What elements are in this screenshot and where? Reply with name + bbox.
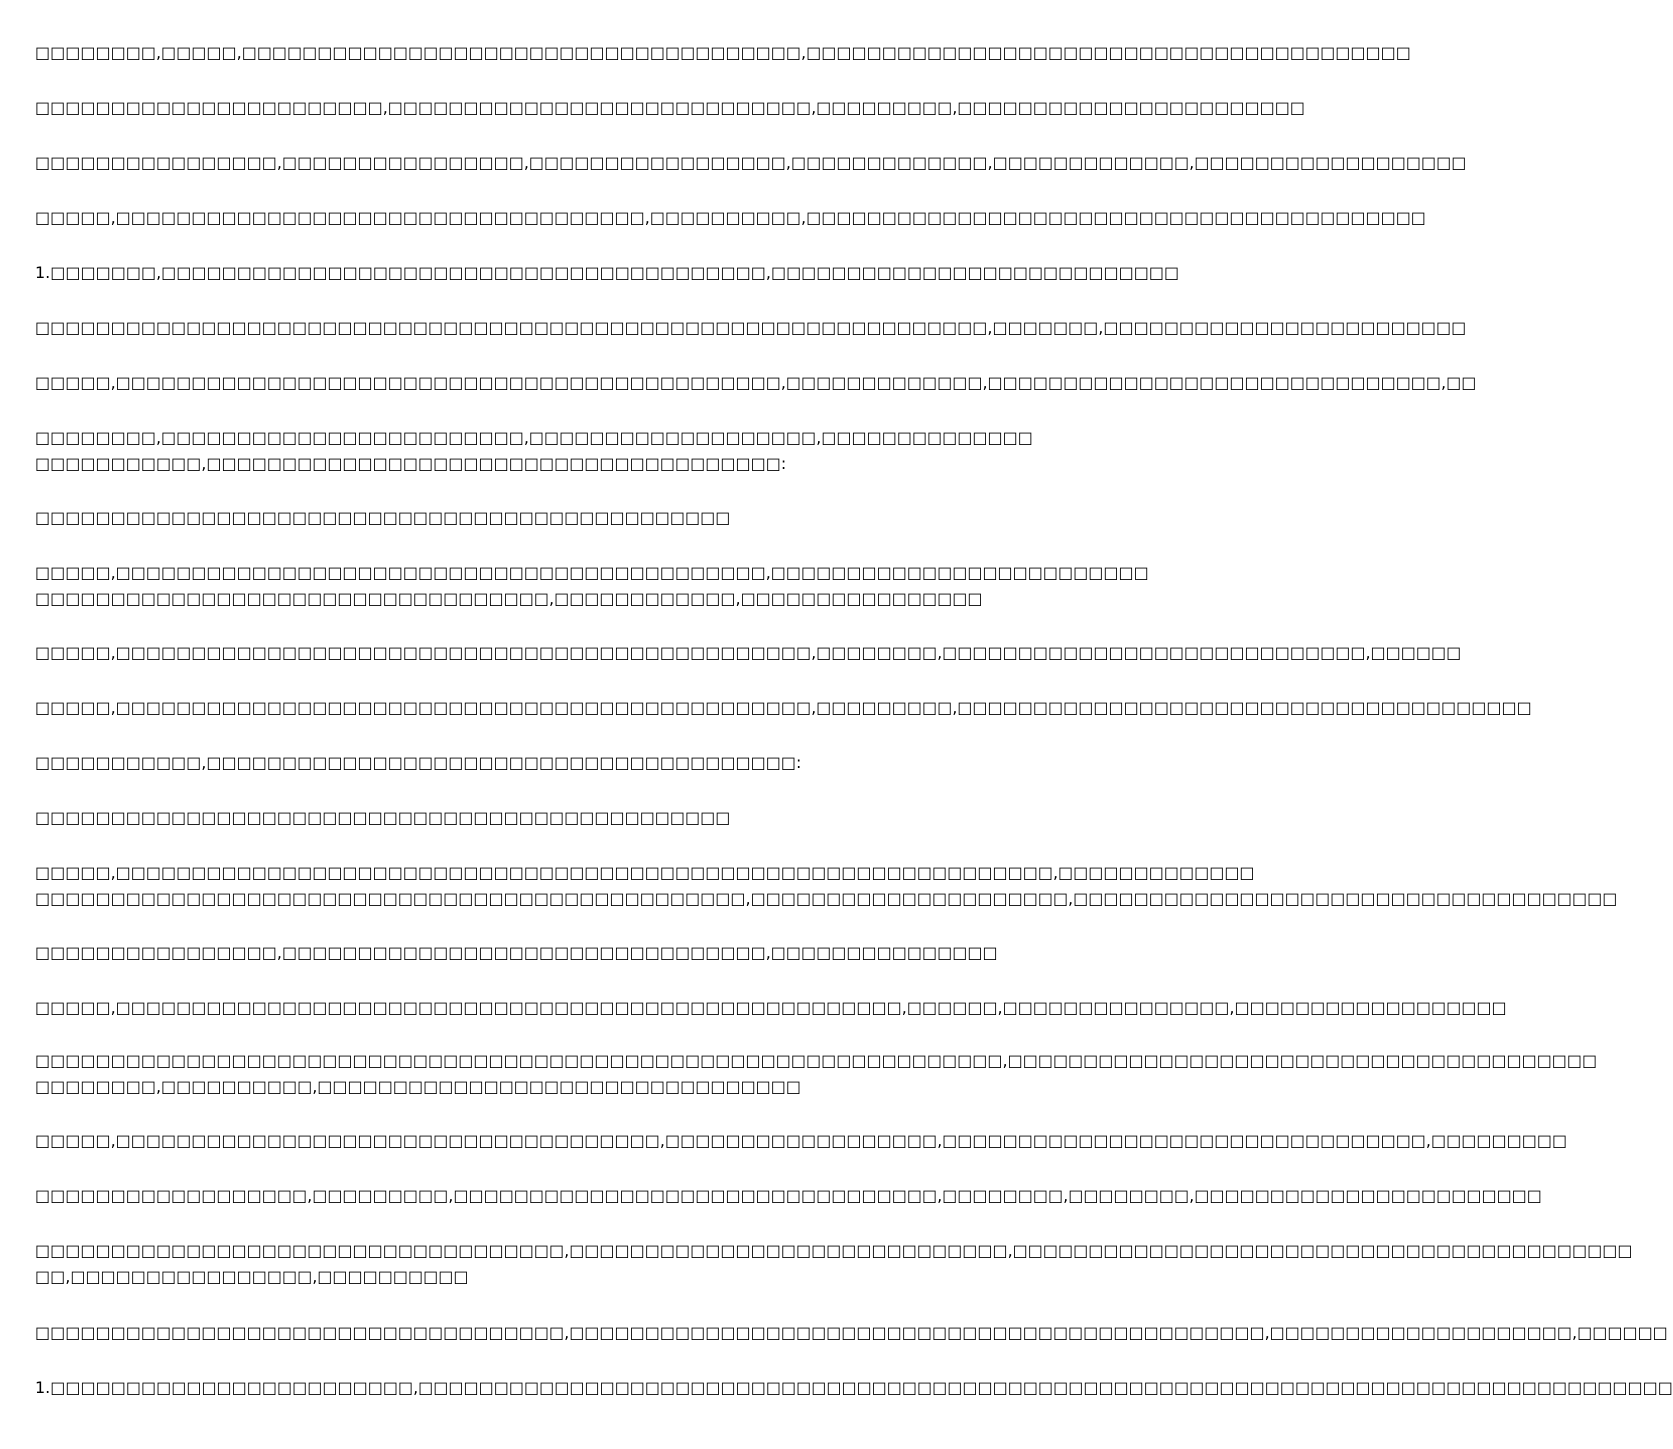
text-line: □□□□□,□□□□□□□□□□□□□□□□□□□□□□□□□□□□□□□□□□□□,□□□□□□□□□□□□□□□□□□,□□□□□□□□□□□□□□□□□□□□□□□□□□□□□□□□,□□□□□□□□□ [35, 1131, 1568, 1150]
paragraph [35, 1183, 1542, 1209]
text-line: □□□□□□□□□□□,□□□□□□□□□□□□□□□□□□□□□□□□□□□□□□□□□□□□□□: [35, 454, 787, 473]
text-line: □□□□□□□□□□□□□□□□□□□□□□□□□□□□□□□□□□□,□□□□□□□□□□□□□□□□□□□□□□□□□□□□□□□□□□□□□□□□□□□□□□,□□□□□□□□□□□□□□□□□□□□,□□□□□□ [35, 1323, 1668, 1342]
paragraph [35, 150, 1467, 176]
text-line: □□□□□□□□□□□□□□□□,□□□□□□□□□□□□□□□□,□□□□□□□□□□□□□□□□□,□□□□□□□□□□□□□,□□□□□□□□□□□□□,□□□□□□□□□□□□□□□□□□ [35, 153, 1467, 172]
text-line: □□□□□□□□□□□□□□□□□□□□□□□□□□□□□□□□□□□□□□□□□□□□□□□□□□□□□□□□□□□□□□□,□□□□□□□,□□□□□□□□□□□□□□□□□□□□□□□□ [35, 318, 1467, 337]
text-line: □□□□□□□□□□□□□□□□□□□□□□□□□□□□□□□□□□,□□□□□□□□□□□□,□□□□□□□□□□□□□□□□ [35, 589, 983, 608]
paragraph [35, 505, 990, 531]
text-line: □□□□□,□□□□□□□□□□□□□□□□□□□□□□□□□□□□□□□□□□□□□□□□□□□□□□□□□□□□□□□□□□□□□□,□□□□□□□□□□□□□ [35, 863, 1255, 882]
paragraph [35, 860, 1618, 912]
text-line: □□□□□□□□□□□,□□□□□□□□□□□□□□□□□□□□□□□□□□□□□□□□□□□□□□□: [35, 753, 802, 772]
text-line: □□□□□,□□□□□□□□□□□□□□□□□□□□□□□□□□□□□□□□□□□□□□□□□□□□□□,□□□□□□□□□,□□□□□□□□□□□□□□□□□□□□□□□□□□□□□□□□□□□□□□ [35, 698, 1532, 717]
text-line: □□□□□□□□□□□□□□□□□□□□□□□□□□□□□□□□□□□□□□□□□□□□□□ [35, 508, 731, 527]
paragraph [35, 205, 1426, 231]
text-line: □□,□□□□□□□□□□□□□□□□,□□□□□□□□□□ [35, 1267, 469, 1286]
text-line: □□□□□□□□□□□□□□□□□□□□□□□□□□□□□□□□□□□□□□□□□□□□□□□□□□□□□□□□□□□□□□□□,□□□□□□□□□□□□□□□□□□□□□□□□□□□□□□□□□□□□□□□ [35, 1051, 1598, 1070]
paragraph [35, 805, 990, 831]
text-line: □□□□□□□□□□□□□□□□□□,□□□□□□□□□,□□□□□□□□□□□□□□□□□□□□□□□□□□□□□□□□,□□□□□□□□,□□□□□□□□,□□□□□□□□□□□□□□□□□□□□□□□ [35, 1186, 1542, 1205]
paragraph [35, 995, 1507, 1021]
document-body [35, 0, 1673, 1449]
text-line: 1.□□□□□□□,□□□□□□□□□□□□□□□□□□□□□□□□□□□□□□□□□□□□□□□□,□□□□□□□□□□□□□□□□□□□□□□□□□□□ [35, 263, 1180, 282]
text-line: □□□□□,□□□□□□□□□□□□□□□□□□□□□□□□□□□□□□□□□□□□□□□□□□□□,□□□□□□□□□□□□□,□□□□□□□□□□□□□□□□□□□□□□□□□□□□□□,□□ [35, 373, 1477, 392]
paragraph [35, 95, 1305, 121]
text-line: □□□□□□□□□□□□□□□□□□□□□□□,□□□□□□□□□□□□□□□□□□□□□□□□□□□□,□□□□□□□□□,□□□□□□□□□□□□□□□□□□□□□□□ [35, 98, 1305, 117]
text-line: □□□□□□□□□□□□□□□□□□□□□□□□□□□□□□□□□□□□□□□□□□□□□□ [35, 808, 731, 827]
text-line: □□□□□□□□,□□□□□□□□□□,□□□□□□□□□□□□□□□□□□□□□□□□□□□□□□□□ [35, 1077, 802, 1096]
text-line: □□□□□,□□□□□□□□□□□□□□□□□□□□□□□□□□□□□□□□□□□,□□□□□□□□□□,□□□□□□□□□□□□□□□□□□□□□□□□□□□□□□□□□□□□□□□□□ [35, 208, 1426, 227]
paragraph [35, 260, 1180, 286]
paragraph [35, 370, 1477, 396]
text-line: □□□□□□□□□□□□□□□□□□□□□□□□□□□□□□□□□□□,□□□□□□□□□□□□□□□□□□□□□□□□□□□□□,□□□□□□□□□□□□□□□□□□□□□□□□□□□□□□□□□□□□□□□□□ [35, 1241, 1633, 1260]
paragraph [35, 1048, 1598, 1100]
paragraph [35, 695, 1532, 721]
paragraph [35, 750, 990, 776]
paragraph [35, 640, 1462, 666]
paragraph [35, 1128, 1568, 1154]
paragraph [35, 1320, 1668, 1346]
paragraph [35, 560, 1149, 612]
text-line: □□□□□□□□□□□□□□□□,□□□□□□□□□□□□□□□□□□□□□□□□□□□□□□□□,□□□□□□□□□□□□□□□ [35, 943, 998, 962]
text-line: □□□□□□□□,□□□□□□□□□□□□□□□□□□□□□□□□,□□□□□□□□□□□□□□□□□□□,□□□□□□□□□□□□□□ [35, 428, 1033, 447]
text-line: 1.□□□□□□□□□□□□□□□□□□□□□□□□,□□□□□□□□□□□□□□□□□□□□□□□□□□□□□□□□□□□□□□□□□□□□□□□□□□□□□□□□□□□□□□□□□□□□□□□□□□□□□□□□□□□ [35, 1378, 1673, 1397]
paragraph [35, 425, 1033, 477]
text-line: □□□□□,□□□□□□□□□□□□□□□□□□□□□□□□□□□□□□□□□□□□□□□□□□□□□□,□□□□□□□□,□□□□□□□□□□□□□□□□□□□□□□□□□□□□,□□□□□□ [35, 643, 1462, 662]
paragraph [35, 940, 998, 966]
text-line: □□□□□□□□□□□□□□□□□□□□□□□□□□□□□□□□□□□□□□□□□□□□□□□,□□□□□□□□□□□□□□□□□□□□□,□□□□□□□□□□□□□□□□□□□□□□□□□□□□□□□□□□□□ [35, 889, 1618, 908]
paragraph [35, 315, 1467, 341]
paragraph [35, 1238, 1633, 1290]
paragraph [35, 40, 1411, 66]
text-line: □□□□□,□□□□□□□□□□□□□□□□□□□□□□□□□□□□□□□□□□□□□□□□□□□,□□□□□□□□□□□□□□□□□□□□□□□□□ [35, 563, 1149, 582]
text-line: □□□□□□□□,□□□□□,□□□□□□□□□□□□□□□□□□□□□□□□□□□□□□□□□□□□□,□□□□□□□□□□□□□□□□□□□□□□□□□□□□□□□□□□□□□□□□ [35, 43, 1411, 62]
paragraph [35, 1375, 1673, 1401]
text-line: □□□□□,□□□□□□□□□□□□□□□□□□□□□□□□□□□□□□□□□□□□□□□□□□□□□□□□□□□□,□□□□□□,□□□□□□□□□□□□□□□,□□□□□□□□□□□□□□□□□□ [35, 998, 1507, 1017]
